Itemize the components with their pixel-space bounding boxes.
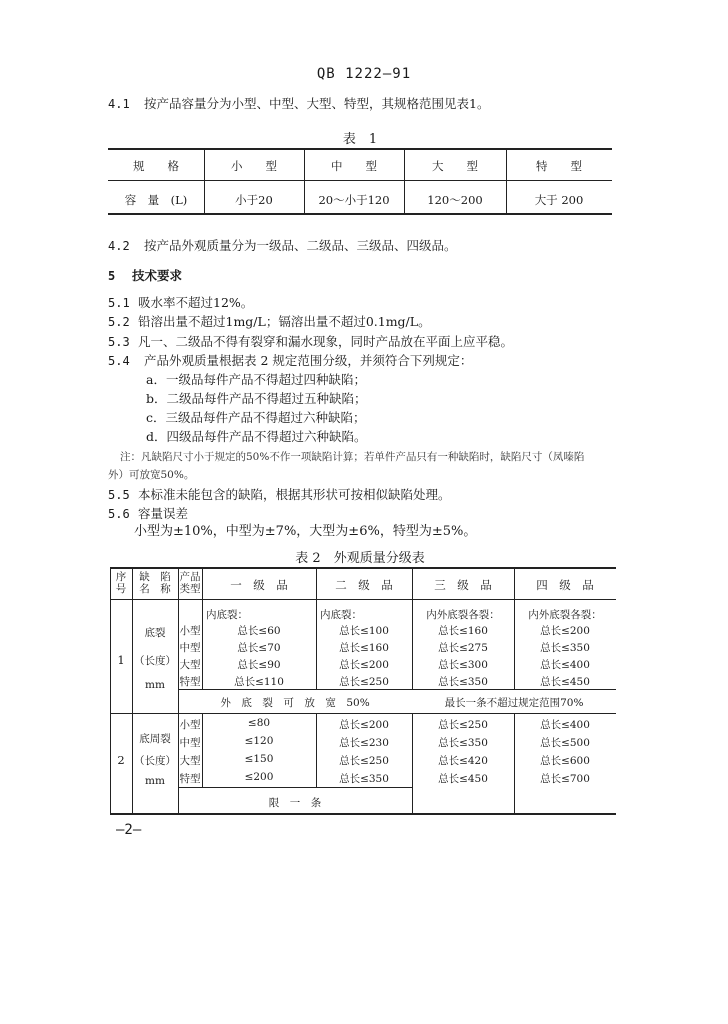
section-title: 技术要求: [132, 268, 183, 283]
t2-row2-g3: 总长≤250: [438, 719, 488, 731]
t2-row2-type: 小型: [179, 719, 201, 731]
table2: [110, 567, 616, 822]
clause-text: 容量误差: [138, 506, 189, 521]
clause-5-6: [108, 506, 188, 522]
t2-row2-g4: 总长≤400: [540, 719, 590, 731]
t2-row1-g3: 总长≤350: [438, 676, 488, 688]
t2-row1-g1: 总长≤90: [237, 659, 281, 671]
clause-number: 5.2: [108, 315, 130, 329]
t2-row1-name-mm: mm: [145, 679, 165, 691]
clause-text: 本标准未能包含的缺陷，根据其形状可按相似缺陷处理。: [138, 487, 451, 502]
table1-cell-large: 120～200: [427, 193, 483, 207]
t2-row1-g3-label: 内外底裂各裂：: [426, 609, 500, 621]
t2-row2-g4: 总长≤600: [540, 755, 590, 767]
t2-row2-g2: 总长≤200: [339, 719, 389, 731]
t2-row2-g1: ≤80: [247, 717, 271, 729]
clause-text: 铅溶出量不超过1mg/L；镉溶出量不超过0.1mg/L。: [138, 314, 431, 329]
section-number: 5: [108, 269, 116, 283]
clause-number: 5.5: [108, 488, 130, 502]
clause-4-1: [108, 96, 489, 112]
clause-number: 4.2: [108, 239, 130, 253]
list-item: c．三级品每件产品不得超过六种缺陷；: [146, 410, 366, 425]
t2-header-grade4: 四 级 品: [536, 578, 594, 592]
t2-header-defect-l1: 缺 陷: [139, 571, 171, 583]
t2-row1-footer-left: 外 底 裂 可 放 宽 50%: [220, 697, 370, 709]
t2-row2-g1: ≤120: [244, 735, 274, 747]
table1-header-spec: 规 格: [133, 159, 179, 173]
list-item: d．四级品每件产品不得超过六种缺陷。: [146, 429, 367, 444]
t2-row1-g2: 总长≤160: [339, 642, 389, 654]
table1-cell-medium: 20～小于120: [318, 193, 390, 207]
table1-header-medium: 中 型: [331, 159, 377, 173]
table1-cell-small: 小于20: [235, 193, 273, 207]
t2-row1-type: 大型: [179, 659, 201, 671]
clause-5-1: [108, 295, 253, 311]
t2-row2-g4: 总长≤500: [540, 737, 590, 749]
t2-row2-g2: 总长≤230: [339, 737, 389, 749]
t2-row2-g4: 总长≤700: [540, 773, 590, 785]
t2-row2-type: 特型: [179, 773, 201, 785]
t2-header-seq-l2: 号: [115, 583, 127, 595]
t2-row1-name: 底裂: [144, 627, 166, 639]
clause-number: 5.3: [108, 335, 130, 349]
t2-header-defect: [132, 571, 178, 595]
t2-header-defect-l2: 名 称: [139, 583, 171, 595]
t2-row1-type: 中型: [179, 642, 201, 654]
table1-caption: 表 1: [342, 132, 378, 147]
t2-row1-g1-label: 内底裂：: [206, 609, 248, 621]
t2-row1-g4-label: 内外底裂各裂：: [528, 609, 602, 621]
t2-row1-seq: 1: [117, 653, 125, 667]
t2-row1-g2-label: 内底裂：: [320, 609, 362, 621]
t2-row2-name-unit: （长度）: [134, 755, 176, 767]
t2-header-grade3: 三 级 品: [434, 578, 492, 592]
clause-number: 5.6: [108, 507, 130, 521]
t2-row1-type: 特型: [179, 676, 201, 688]
t2-row1-g3: 总长≤275: [438, 642, 488, 654]
t2-row1-g2: 总长≤250: [339, 676, 389, 688]
clause-text: 按产品外观质量分为一级品、二级品、三级品、四级品。: [144, 238, 457, 253]
t2-row1-g3: 总长≤160: [438, 625, 488, 637]
table2-caption: 表 2 外观质量分级表: [295, 551, 425, 566]
clause-number: 5.4: [108, 354, 130, 368]
t2-row2-g2: 总长≤250: [339, 755, 389, 767]
note-line-2: 外）可放宽50%。: [108, 469, 195, 481]
table1-header-special: 特 型: [536, 159, 582, 173]
clause-number: 4.1: [108, 97, 130, 111]
t2-row2-seq: 2: [117, 753, 125, 767]
table1-header-large: 大 型: [432, 159, 478, 173]
t2-row2-g1: ≤150: [244, 753, 274, 765]
t2-header-seq: [110, 571, 132, 595]
t2-row1-g4: 总长≤350: [540, 642, 590, 654]
t2-row1-g2: 总长≤200: [339, 659, 389, 671]
table1-header-small: 小 型: [231, 159, 277, 173]
list-item: a．一级品每件产品不得超过四种缺陷；: [146, 372, 366, 387]
t2-header-seq-l1: 序: [115, 571, 127, 583]
note-line-1: 注：凡缺陷尺寸小于规定的50%不作一项缺陷计算；若单件产品只有一种缺陷时，缺陷尺寸（凤嗪陷: [120, 451, 585, 463]
t2-header-grade1: 一 级 品: [230, 578, 288, 592]
t2-header-grade2: 二 级 品: [335, 578, 393, 592]
clause-5-5: [108, 487, 451, 503]
t2-row2-g3: 总长≤420: [438, 755, 488, 767]
clause-5-4: [108, 353, 472, 369]
standard-code-header: QB 1222—91: [316, 66, 412, 82]
t2-header-ptype: [178, 571, 202, 595]
t2-row2-g3: 总长≤350: [438, 737, 488, 749]
t2-row1-type: 小型: [179, 625, 201, 637]
table1: [108, 148, 612, 214]
list-item: b．二级品每件产品不得超过五种缺陷；: [146, 391, 367, 406]
t2-row2-type: 中型: [179, 737, 201, 749]
t2-row2-type: 大型: [179, 755, 201, 767]
clause-text: 吸水率不超过12%。: [138, 295, 254, 310]
t2-row1-g4: 总长≤400: [540, 659, 590, 671]
t2-row1-footer-right: 最长一条不超过规定范围70%: [444, 697, 584, 709]
table1-cell-special: 大于 200: [534, 193, 584, 207]
t2-row2-g2: 总长≤350: [339, 773, 389, 785]
clause-text: 凡一、二级品不得有裂穿和漏水现象，同时产品放在平面上应平稳。: [138, 334, 514, 349]
t2-row1-g4: 总长≤200: [540, 625, 590, 637]
t2-row2-name: 底周裂: [139, 733, 171, 745]
t2-row1-g3: 总长≤300: [438, 659, 488, 671]
page-number: —2—: [116, 822, 142, 838]
t2-header-ptype-l2: 类型: [179, 583, 201, 595]
t2-row1-g1: 总长≤60: [237, 625, 281, 637]
clause-4-2: [108, 238, 457, 254]
t2-row1-g2: 总长≤100: [339, 625, 389, 637]
clause-number: 5.1: [108, 296, 130, 310]
t2-row2-g3: 总长≤450: [438, 773, 488, 785]
t2-row2-name-mm: mm: [145, 775, 165, 787]
t2-row2-g1: ≤200: [244, 771, 274, 783]
capacity-tolerance: 小型为±10%，中型为±7%，大型为±6%，特型为±5%。: [134, 524, 477, 539]
section-5-heading: [108, 268, 182, 284]
t2-header-ptype-l1: 产品: [179, 571, 201, 583]
clause-5-3: [108, 334, 513, 350]
t2-row1-g1: 总长≤70: [237, 642, 281, 654]
t2-row2-footer: 限 一 条: [268, 797, 322, 809]
clause-text: 按产品容量分为小型、中型、大型、特型，其规格范围见表1。: [144, 96, 490, 111]
t2-row1-g4: 总长≤450: [540, 676, 590, 688]
table1-cell-capacity-label: 容 量 (L): [124, 193, 188, 207]
clause-5-2: [108, 314, 431, 330]
t2-row1-g1: 总长≤110: [234, 676, 284, 688]
t2-row1-name-unit: （长度）: [134, 655, 176, 667]
clause-text: 产品外观质量根据表 2 规定范围分级，并须符合下列规定：: [144, 353, 473, 368]
